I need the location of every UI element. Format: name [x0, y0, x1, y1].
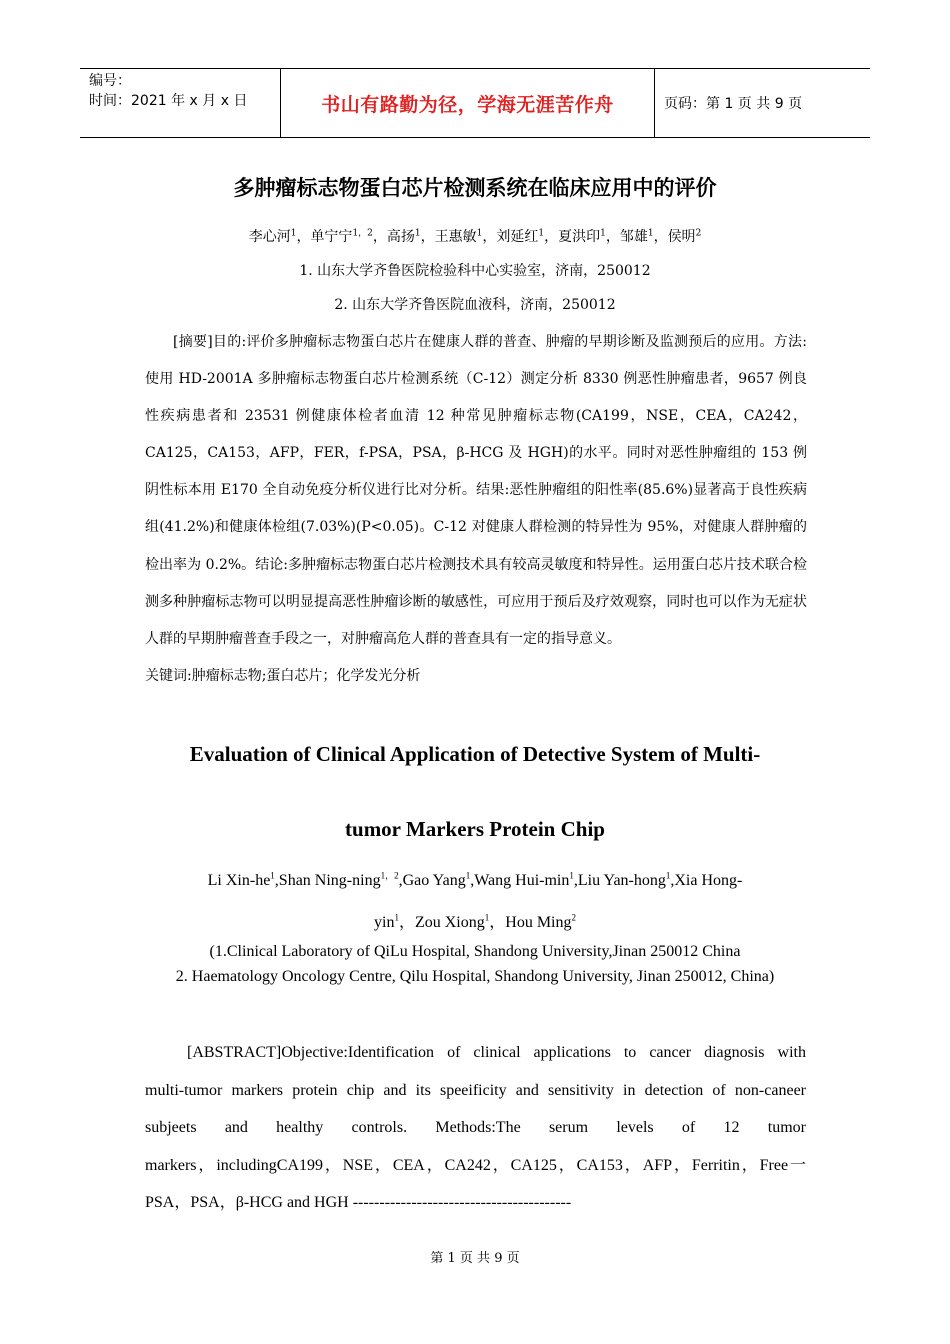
author-name: Gao Yang: [402, 872, 466, 889]
author-affiliation-mark: 1: [394, 912, 399, 923]
header-table: [80, 68, 870, 138]
cn-abstract: [摘要]目的:评价多肿瘤标志物蛋白芯片在健康人群的普查、肿瘤的早期诊断及监测预后的应用。方法:使用 HD-2001A 多肿瘤标志物蛋白芯片检测系统（C-12）测定分析 8330 例恶性肿瘤患者，9657 例良性疾病患者和 23531 例健康体检者血清 12 种常见肿瘤标志物(CA199，NSE，CEA，CA242，CA125，CA153，AFP，FER，f-PSA，PSA，β-HCG 及 HGH)的水平。同时对恶性肿瘤组的 153 例阴性标本用 E170 全自动免疫分析仪进行比对分析。结果:恶性肿瘤组的阳性率(85.6%)显著高于良性疾病组(41.2%)和健康体检组(7.03%)(P<0.05)。C-12 对健康人群检测的特异性为 95%，对健康人群肿瘤的检出率为 0.2%。结论:多肿瘤标志物蛋白芯片检测技术具有较高灵敏度和特异性。运用蛋白芯片技术联合检测多种肿瘤标志物可以明显提高恶性肿瘤诊断的敏感性，可应用于预后及疗效观察，同时也可以作为无症状人群的早期肿瘤普查手段之一，对肿瘤高危人群的普查具有一定的指导意义。: [145, 334, 807, 647]
en-title-line-2: tumor Markers Protein Chip: [345, 817, 605, 841]
en-abstract-line: markers，includingCA199，NSE，CEA，CA242，CA125，CA153，AFP，Ferritin，Free一: [145, 1156, 806, 1174]
author-name: Li Xin-he: [207, 872, 271, 889]
author-affiliation-mark: 2: [695, 228, 702, 239]
en-abstract-line: multi-tumor markers protein chip and its speeificity and sensitivity in detection of non-caneer: [145, 1081, 806, 1099]
en-abstract-line: subjeets and healthy controls. Methods:The serum levels of 12 tumor: [145, 1119, 806, 1136]
author-name: Hou Ming: [505, 914, 572, 931]
header-page-label: 页码：第 1 页 共 9 页: [664, 96, 803, 112]
page-footer: 第 1 页 共 9 页: [430, 1251, 520, 1266]
author-affiliation-mark: 1: [414, 228, 421, 239]
author-affiliation-mark: 1: [270, 870, 275, 881]
author-affiliation-mark: 1: [484, 912, 490, 923]
header-motto: 书山有路勤为径，学海无涯苦作舟: [281, 69, 655, 137]
author-affiliation-mark: 1: [538, 228, 545, 239]
author-name: Liu Yan-hong: [577, 872, 666, 889]
author-affiliation-mark: 1，2: [352, 228, 373, 239]
author-name: 夏洪印: [558, 229, 601, 245]
cn-keywords: 关键词:肿瘤标志物;蛋白芯片；化学发光分析: [145, 667, 421, 684]
en-affiliation-1: (1.Clinical Laboratory of QiLu Hospital, Shandong University,Jinan 250012 China: [209, 943, 741, 960]
author-name: Zou Xiong: [414, 914, 485, 931]
header-meta: [80, 69, 281, 137]
author-name: 侯明: [667, 229, 696, 245]
cn-affiliation-2: 2. 山东大学齐鲁医院血液科，济南，250012: [334, 297, 616, 313]
author-name: 单宁宁: [310, 229, 353, 245]
en-abstract: [145, 1034, 806, 1222]
en-abstract-line: PSA，PSA，β-HCG and HGH -----------------------------------------: [145, 1194, 572, 1211]
en-authors-line-1: Li Xin-$he^1,Shan$ Ning-ning$^{1,2}$,Gao Yang$^1$,Wang Hui-$\min^1,Liu$ Yan-hong$^1$,Xia Hong-: [207, 870, 743, 889]
author-affiliation-mark: 2: [571, 912, 576, 923]
author-name: Shan Ning-ning: [278, 872, 381, 889]
cn-authors: 李心河$^1$，单宁宁$^{1,2}$，高扬$^1$，王惠敏$^1$，刘延红$^1$，夏洪印$^1$，邹雄$^1$，侯明$^2$: [248, 228, 702, 245]
en-title-line-1: Evaluation of Clinical Application of Detective System of Multi-: [189, 742, 761, 766]
author-affiliation-mark: 1: [465, 870, 471, 881]
author-affiliation-mark: 1: [647, 228, 654, 239]
en-authors-line-2: yin$^1$，Zou Xiong$^1$，Hou Ming$^2$: [374, 912, 576, 931]
number-label: 编号：: [89, 73, 131, 89]
en-affiliation-2: 2. Haematology Oncology Centre, Qilu Hospital, Shandong University, Jinan 250012, China): [175, 968, 775, 985]
cn-abstract-block: [145, 324, 807, 695]
author-name: 李心河: [248, 229, 291, 245]
author-affiliation-mark: 1: [476, 228, 483, 239]
time-label: 时间：2021 年 x 月 x 日: [89, 93, 248, 109]
author-name: 高扬: [386, 229, 415, 245]
author-name: Wang Hui-min: [474, 872, 570, 889]
author-affiliation-mark: 1: [600, 228, 606, 239]
author-name: 刘延红: [496, 229, 539, 245]
author-affiliation-mark: 1，2: [380, 870, 399, 881]
author-affiliation-mark: 1: [290, 228, 297, 239]
author-name: yin: [374, 914, 395, 931]
author-affiliation-mark: 1: [665, 870, 671, 881]
cn-title: 多肿瘤标志物蛋白芯片检测系统在临床应用中的评价: [233, 176, 717, 200]
en-abstract-line: [ABSTRACT]Objective:Identification of clinical applications to cancer diagnosis with: [187, 1044, 806, 1061]
author-name: 王惠敏: [434, 229, 477, 245]
author-name: 邹雄: [619, 229, 648, 245]
author-name: Xia Hong-: [674, 872, 743, 889]
cn-affiliation-1: 1. 山东大学齐鲁医院检验科中心实验室，济南，250012: [299, 263, 651, 279]
author-affiliation-mark: 1: [569, 870, 574, 881]
